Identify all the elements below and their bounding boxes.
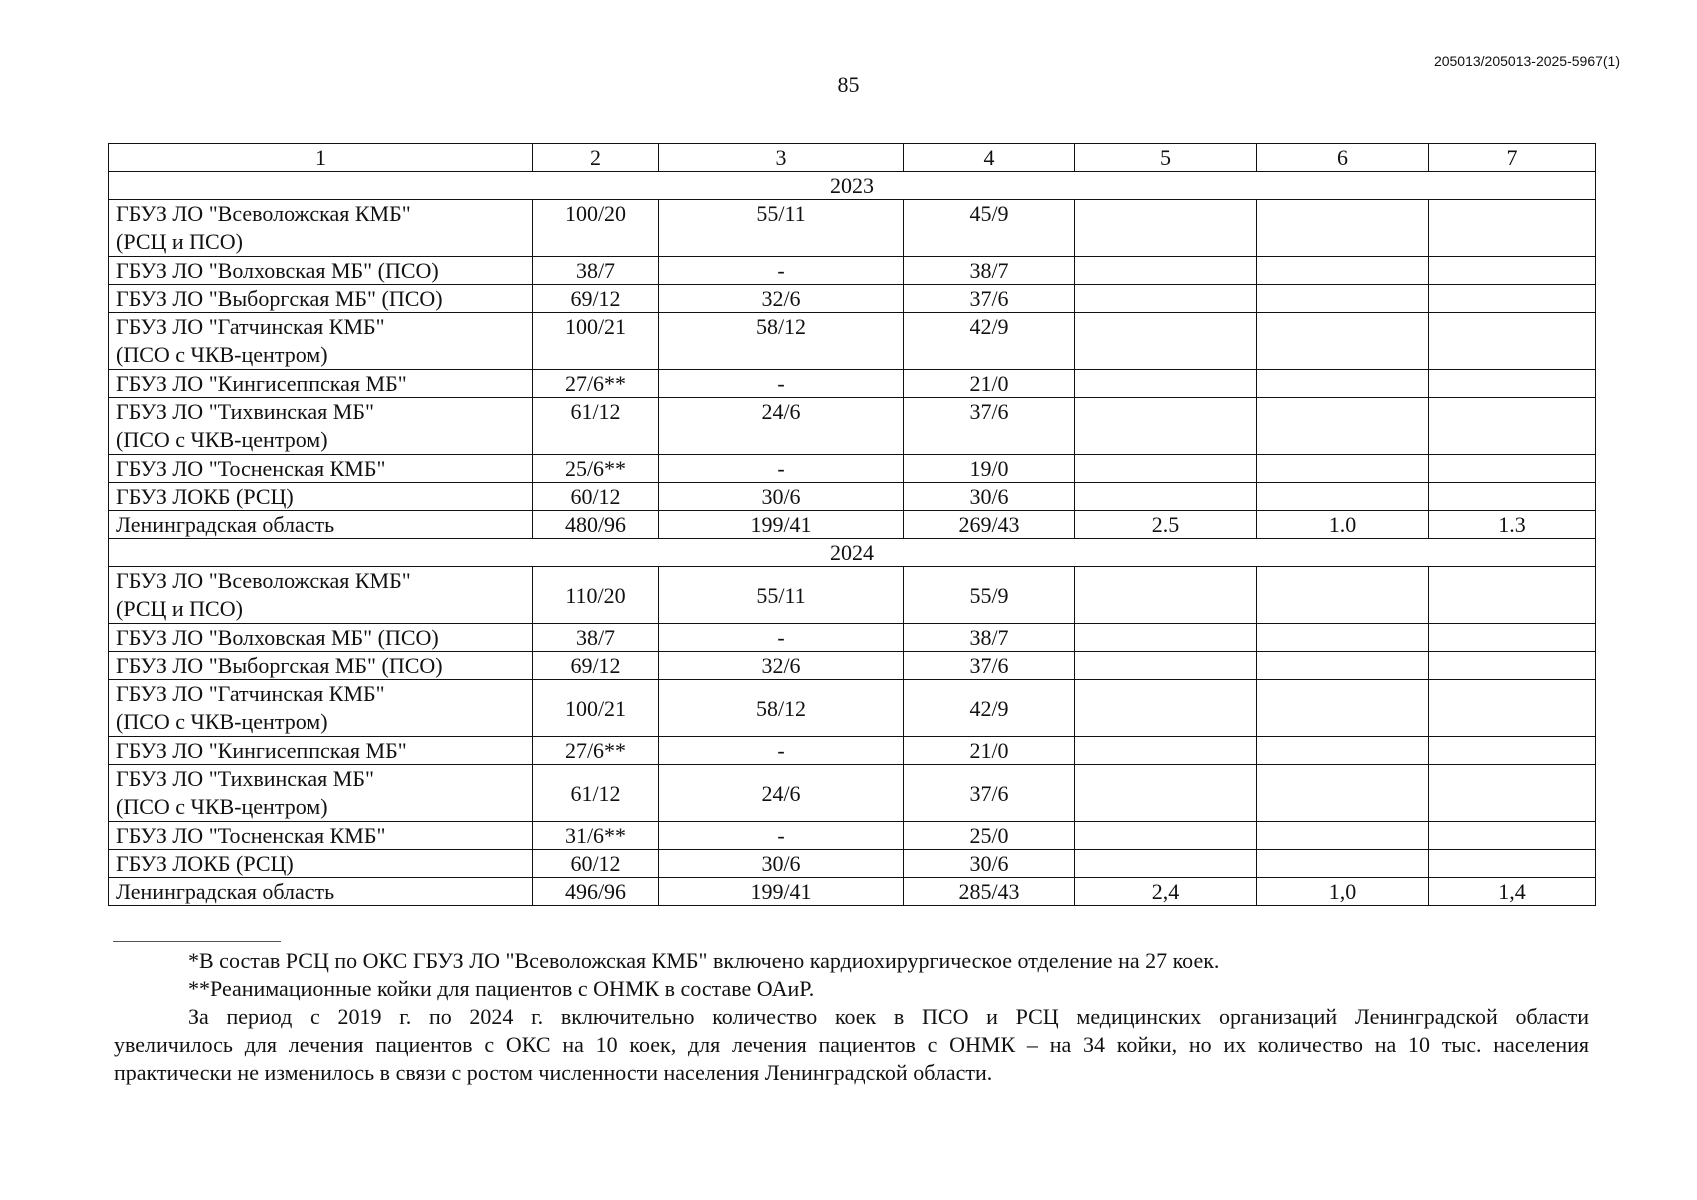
- cell-col-4: 37/6: [904, 765, 1075, 822]
- cell-col-4: 37/6: [904, 398, 1075, 455]
- region-name: Ленинградская область: [109, 878, 533, 906]
- cell-col-4: 55/9: [904, 567, 1075, 624]
- paragraph-line-3: практически не изменилось в связи с ростом численности населения Ленинградской области.: [114, 1060, 993, 1085]
- table-row: [109, 455, 1596, 483]
- column-number: 1: [109, 144, 533, 172]
- cell-col-4: 269/43: [904, 511, 1075, 539]
- year-label: 2024: [109, 539, 1596, 567]
- beds-table: [108, 143, 1596, 906]
- cell-col-3: 58/12: [659, 313, 904, 370]
- organization-name: ГБУЗ ЛО "Волховская МБ" (ПСО): [109, 624, 533, 652]
- cell-col-2: 61/12: [533, 765, 659, 822]
- cell-col-6: [1257, 483, 1429, 511]
- total-row: [109, 878, 1596, 906]
- table-row: [109, 652, 1596, 680]
- footnotes: [114, 947, 1589, 1087]
- organization-name: ГБУЗ ЛО "Выборгская МБ" (ПСО): [109, 652, 533, 680]
- cell-col-5: [1075, 567, 1257, 624]
- cell-col-7: [1429, 737, 1596, 765]
- cell-col-6: 1.0: [1257, 511, 1429, 539]
- column-number: 4: [904, 144, 1075, 172]
- cell-col-2: 61/12: [533, 398, 659, 455]
- cell-col-4: 21/0: [904, 737, 1075, 765]
- cell-col-6: [1257, 370, 1429, 398]
- cell-col-4: 37/6: [904, 652, 1075, 680]
- cell-col-2: 100/21: [533, 680, 659, 737]
- cell-col-3: 55/11: [659, 200, 904, 257]
- cell-col-7: [1429, 680, 1596, 737]
- table-row: [109, 285, 1596, 313]
- organization-name: ГБУЗ ЛО "Всеволожская КМБ" (РСЦ и ПСО): [109, 200, 533, 257]
- organization-name: ГБУЗ ЛОКБ (РСЦ): [109, 483, 533, 511]
- paragraph-line-1: За период с 2019 г. по 2024 г. включительно количество коек в ПСО и РСЦ медицинских организаций Ленинградской области: [188, 1004, 1589, 1029]
- cell-col-6: [1257, 398, 1429, 455]
- cell-col-3: -: [659, 737, 904, 765]
- cell-col-4: 30/6: [904, 483, 1075, 511]
- cell-col-4: 285/43: [904, 878, 1075, 906]
- cell-col-6: [1257, 257, 1429, 285]
- organization-name: ГБУЗ ЛО "Выборгская МБ" (ПСО): [109, 285, 533, 313]
- page-number: 85: [837, 72, 860, 97]
- organization-name: ГБУЗ ЛО "Волховская МБ" (ПСО): [109, 257, 533, 285]
- column-number: 6: [1257, 144, 1429, 172]
- cell-col-2: 27/6**: [533, 737, 659, 765]
- cell-col-7: [1429, 398, 1596, 455]
- cell-col-2: 38/7: [533, 624, 659, 652]
- cell-col-4: 45/9: [904, 200, 1075, 257]
- cell-col-5: [1075, 313, 1257, 370]
- cell-col-2: 31/6**: [533, 822, 659, 850]
- cell-col-7: 1,4: [1429, 878, 1596, 906]
- cell-col-5: [1075, 822, 1257, 850]
- cell-col-6: [1257, 567, 1429, 624]
- cell-col-5: [1075, 483, 1257, 511]
- cell-col-3: 32/6: [659, 652, 904, 680]
- table-row: [109, 200, 1596, 257]
- organization-name: ГБУЗ ЛО "Тосненская КМБ": [109, 455, 533, 483]
- cell-col-6: 1,0: [1257, 878, 1429, 906]
- cell-col-5: [1075, 200, 1257, 257]
- cell-col-4: 25/0: [904, 822, 1075, 850]
- cell-col-3: 199/41: [659, 511, 904, 539]
- cell-col-6: [1257, 850, 1429, 878]
- paragraph-line-2: увеличилось для лечения пациентов с ОКС на 10 коек, для лечения пациентов с ОНМК – на 34 койки, но их количество на 10 тыс. населения: [114, 1032, 1589, 1057]
- footnote-2: **Реанимационные койки для пациентов с ОНМК в составе ОАиР.: [188, 976, 815, 1001]
- cell-col-5: [1075, 652, 1257, 680]
- cell-col-5: [1075, 680, 1257, 737]
- cell-col-6: [1257, 822, 1429, 850]
- year-row: [109, 539, 1596, 567]
- organization-name: ГБУЗ ЛО "Тихвинская МБ" (ПСО с ЧКВ-центром): [109, 765, 533, 822]
- cell-col-3: -: [659, 822, 904, 850]
- cell-col-2: 69/12: [533, 652, 659, 680]
- table-row: [109, 624, 1596, 652]
- cell-col-2: 38/7: [533, 257, 659, 285]
- column-number: 3: [659, 144, 904, 172]
- cell-col-4: 21/0: [904, 370, 1075, 398]
- cell-col-4: 38/7: [904, 257, 1075, 285]
- organization-name: ГБУЗ ЛО "Тихвинская МБ" (ПСО с ЧКВ-центром): [109, 398, 533, 455]
- cell-col-3: 58/12: [659, 680, 904, 737]
- total-row: [109, 511, 1596, 539]
- cell-col-7: [1429, 567, 1596, 624]
- footnote-1: *В состав РСЦ по ОКС ГБУЗ ЛО "Всеволожская КМБ" включено кардиохирургическое отделение на 27 коек.: [188, 948, 1220, 973]
- column-number-row: [109, 144, 1596, 172]
- cell-col-2: 100/20: [533, 200, 659, 257]
- table-row: [109, 313, 1596, 370]
- cell-col-6: [1257, 200, 1429, 257]
- table-row: [109, 680, 1596, 737]
- table-row: [109, 850, 1596, 878]
- column-number: 7: [1429, 144, 1596, 172]
- cell-col-7: [1429, 285, 1596, 313]
- cell-col-6: [1257, 680, 1429, 737]
- cell-col-5: [1075, 765, 1257, 822]
- cell-col-3: -: [659, 370, 904, 398]
- cell-col-5: [1075, 370, 1257, 398]
- cell-col-2: 110/20: [533, 567, 659, 624]
- organization-name: ГБУЗ ЛОКБ (РСЦ): [109, 850, 533, 878]
- cell-col-7: [1429, 370, 1596, 398]
- table-row: [109, 257, 1596, 285]
- cell-col-2: 496/96: [533, 878, 659, 906]
- cell-col-5: [1075, 398, 1257, 455]
- cell-col-7: 1.3: [1429, 511, 1596, 539]
- column-number: 2: [533, 144, 659, 172]
- cell-col-6: [1257, 455, 1429, 483]
- region-name: Ленинградская область: [109, 511, 533, 539]
- cell-col-3: 55/11: [659, 567, 904, 624]
- table-row: [109, 567, 1596, 624]
- cell-col-2: 27/6**: [533, 370, 659, 398]
- cell-col-6: [1257, 737, 1429, 765]
- cell-col-5: [1075, 737, 1257, 765]
- organization-name: ГБУЗ ЛО "Всеволожская КМБ" (РСЦ и ПСО): [109, 567, 533, 624]
- cell-col-5: [1075, 624, 1257, 652]
- cell-col-2: 100/21: [533, 313, 659, 370]
- cell-col-4: 30/6: [904, 850, 1075, 878]
- organization-name: ГБУЗ ЛО "Тосненская КМБ": [109, 822, 533, 850]
- cell-col-4: 42/9: [904, 313, 1075, 370]
- organization-name: ГБУЗ ЛО "Гатчинская КМБ" (ПСО с ЧКВ-центром): [109, 313, 533, 370]
- cell-col-7: [1429, 822, 1596, 850]
- cell-col-4: 19/0: [904, 455, 1075, 483]
- cell-col-7: [1429, 257, 1596, 285]
- cell-col-2: 60/12: [533, 483, 659, 511]
- cell-col-7: [1429, 624, 1596, 652]
- cell-col-2: 69/12: [533, 285, 659, 313]
- table-row: [109, 398, 1596, 455]
- year-row: [109, 172, 1596, 200]
- cell-col-3: 30/6: [659, 483, 904, 511]
- cell-col-7: [1429, 200, 1596, 257]
- cell-col-6: [1257, 285, 1429, 313]
- document-id: 205013/205013-2025-5967(1): [1433, 53, 1620, 69]
- cell-col-5: [1075, 257, 1257, 285]
- cell-col-7: [1429, 850, 1596, 878]
- organization-name: ГБУЗ ЛО "Гатчинская КМБ" (ПСО с ЧКВ-центром): [109, 680, 533, 737]
- table-row: [109, 822, 1596, 850]
- cell-col-7: [1429, 652, 1596, 680]
- footnote-divider: [113, 941, 281, 942]
- cell-col-5: [1075, 850, 1257, 878]
- cell-col-3: -: [659, 455, 904, 483]
- cell-col-7: [1429, 455, 1596, 483]
- cell-col-6: [1257, 765, 1429, 822]
- cell-col-5: 2,4: [1075, 878, 1257, 906]
- organization-name: ГБУЗ ЛО "Кингисеппская МБ": [109, 370, 533, 398]
- cell-col-3: -: [659, 257, 904, 285]
- cell-col-3: 24/6: [659, 765, 904, 822]
- cell-col-6: [1257, 652, 1429, 680]
- column-number: 5: [1075, 144, 1257, 172]
- cell-col-6: [1257, 313, 1429, 370]
- cell-col-6: [1257, 624, 1429, 652]
- cell-col-7: [1429, 313, 1596, 370]
- year-label: 2023: [109, 172, 1596, 200]
- organization-name: ГБУЗ ЛО "Кингисеппская МБ": [109, 737, 533, 765]
- cell-col-5: [1075, 455, 1257, 483]
- cell-col-7: [1429, 765, 1596, 822]
- table-row: [109, 370, 1596, 398]
- cell-col-3: 24/6: [659, 398, 904, 455]
- cell-col-2: 480/96: [533, 511, 659, 539]
- cell-col-4: 38/7: [904, 624, 1075, 652]
- cell-col-4: 42/9: [904, 680, 1075, 737]
- cell-col-4: 37/6: [904, 285, 1075, 313]
- cell-col-5: [1075, 285, 1257, 313]
- cell-col-3: 30/6: [659, 850, 904, 878]
- cell-col-2: 25/6**: [533, 455, 659, 483]
- cell-col-3: 199/41: [659, 878, 904, 906]
- cell-col-3: 32/6: [659, 285, 904, 313]
- cell-col-3: -: [659, 624, 904, 652]
- table-row: [109, 483, 1596, 511]
- cell-col-2: 60/12: [533, 850, 659, 878]
- table-row: [109, 737, 1596, 765]
- cell-col-7: [1429, 483, 1596, 511]
- cell-col-5: 2.5: [1075, 511, 1257, 539]
- table-row: [109, 765, 1596, 822]
